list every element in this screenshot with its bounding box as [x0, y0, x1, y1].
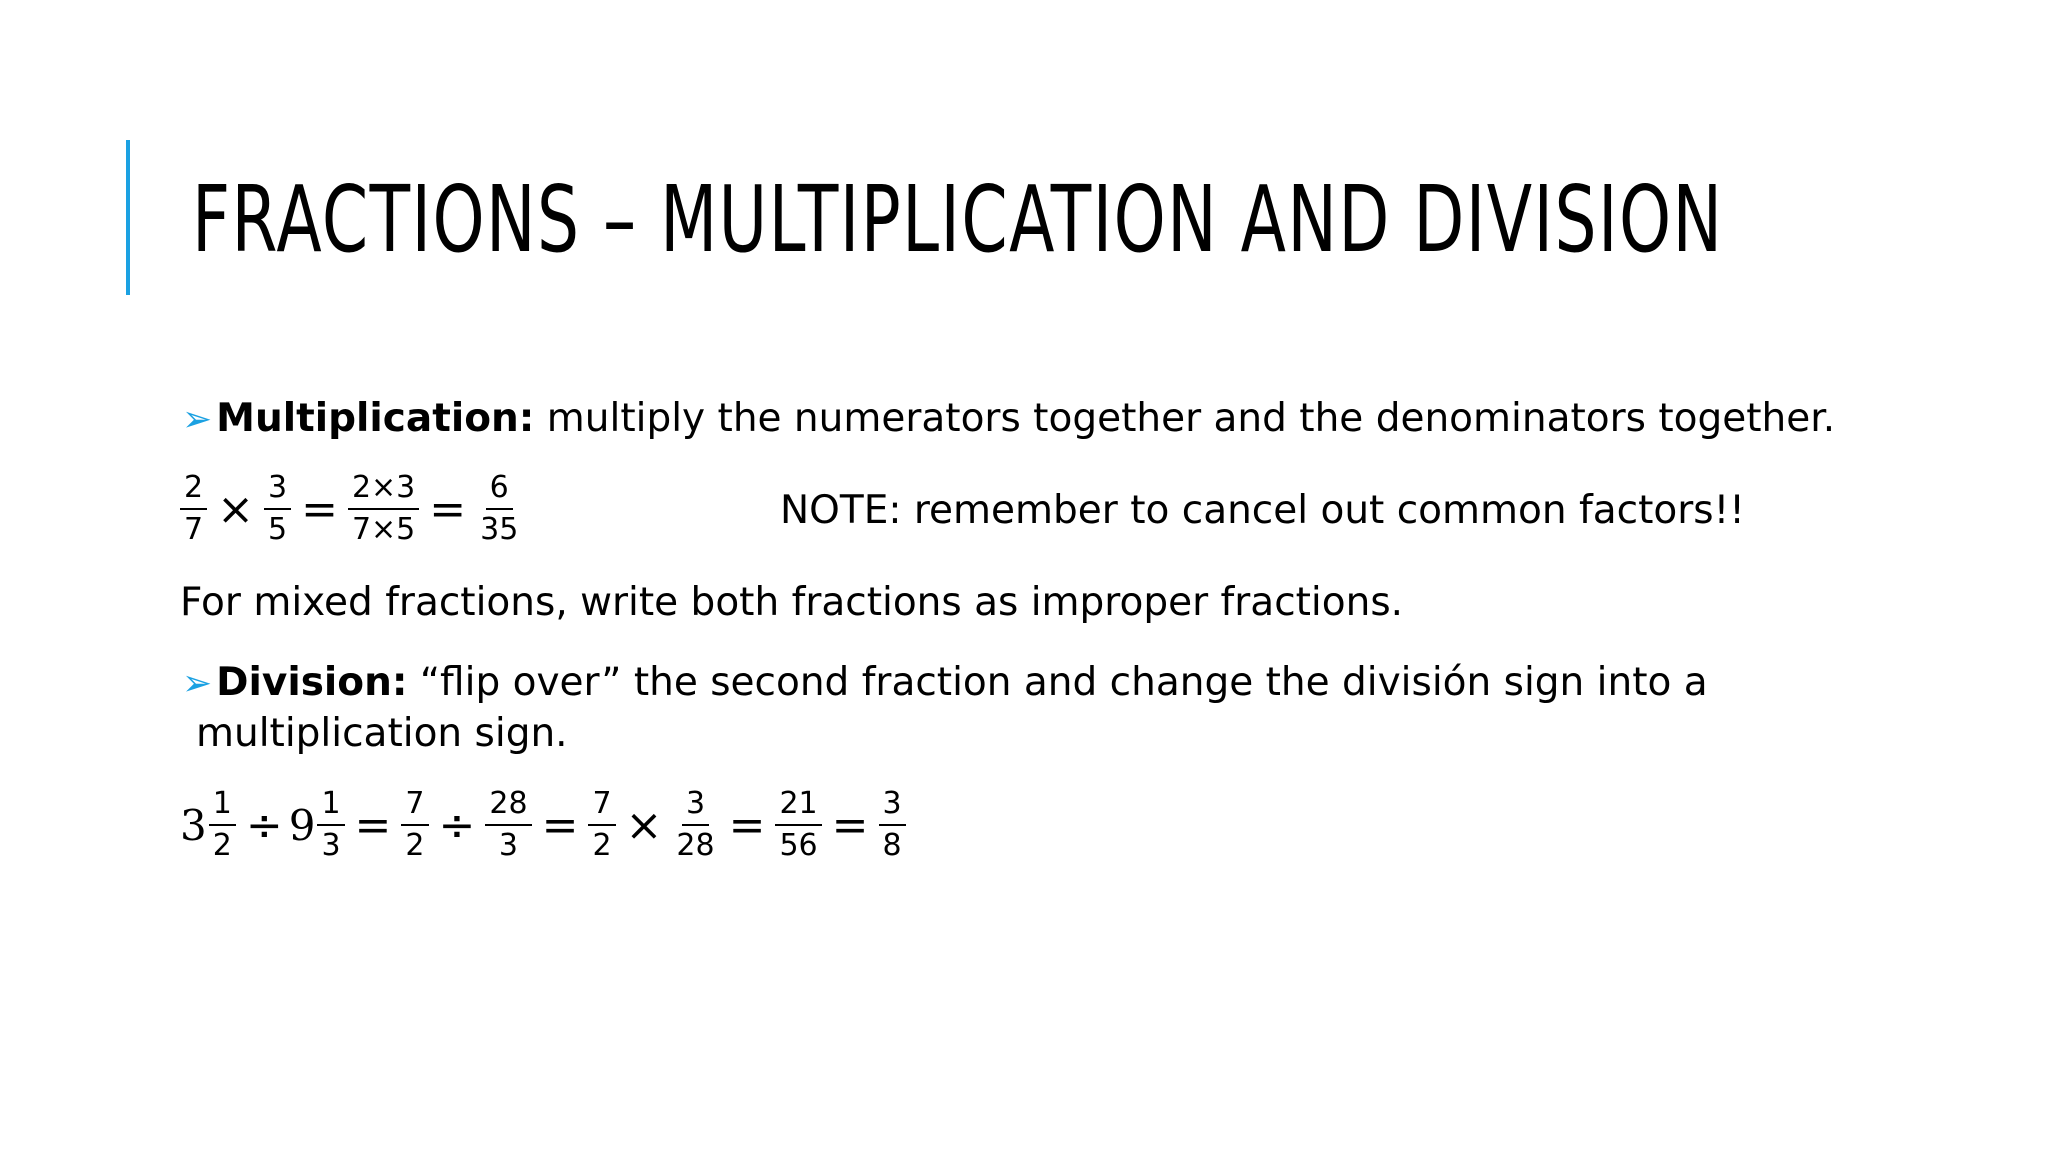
numerator: 7 — [588, 786, 615, 826]
multiplication-label: Multiplication: — [216, 396, 535, 441]
equals-sign: = — [354, 799, 392, 851]
numerator: 3 — [682, 786, 709, 826]
numerator: 3 — [879, 786, 906, 826]
fraction — [775, 786, 821, 864]
whole-number: 9 — [288, 800, 316, 850]
fraction — [588, 786, 615, 864]
numerator: 2 — [180, 470, 207, 510]
fraction — [209, 786, 236, 864]
multiplication-bullet — [182, 394, 1835, 445]
division-sign: ÷ — [438, 799, 476, 851]
division-sign: ÷ — [245, 799, 283, 851]
equals-sign: = — [831, 799, 869, 851]
denominator: 7 — [184, 512, 204, 547]
denominator: 56 — [779, 828, 818, 863]
fraction — [672, 786, 718, 864]
denominator: 2 — [405, 828, 425, 863]
numerator: 1 — [317, 786, 344, 826]
denominator: 2 — [592, 828, 612, 863]
fraction — [401, 786, 428, 864]
fraction — [264, 470, 291, 548]
denominator: 3 — [321, 828, 341, 863]
fraction — [485, 786, 531, 864]
fraction — [317, 786, 344, 864]
equals-sign: = — [301, 483, 338, 535]
fraction — [348, 470, 419, 548]
division-text-line1: “flip over” the second fraction and change the división sign into a — [407, 660, 1708, 705]
numerator: 6 — [486, 470, 513, 510]
note-text: NOTE: remember to cancel out common factors!! — [780, 488, 1745, 533]
equals-sign: = — [728, 799, 766, 851]
title-accent-bar — [126, 140, 130, 295]
times-sign: × — [217, 483, 254, 535]
denominator: 3 — [498, 828, 519, 863]
mixed-fractions-text: For mixed fractions, write both fractions as improper fractions. — [180, 580, 1404, 625]
numerator: 7 — [401, 786, 428, 826]
denominator: 7×5 — [351, 512, 416, 547]
division-bullet — [182, 658, 1708, 709]
equals-sign: = — [429, 483, 467, 535]
fraction — [180, 470, 207, 548]
fraction — [879, 786, 906, 864]
arrow-bullet-icon: ➢ — [182, 399, 213, 440]
denominator: 35 — [480, 512, 519, 547]
multiplication-example — [176, 470, 526, 548]
denominator: 5 — [267, 512, 288, 547]
numerator: 1 — [209, 786, 236, 826]
division-text-line2: multiplication sign. — [196, 711, 568, 756]
equals-sign: = — [541, 799, 579, 851]
numerator: 21 — [775, 786, 821, 826]
denominator: 28 — [676, 828, 715, 863]
times-sign: × — [625, 799, 663, 851]
division-example — [180, 786, 910, 864]
slide-title: FRACTIONS – MULTIPLICATION AND DIVISION — [192, 166, 1724, 273]
denominator: 2 — [212, 828, 232, 863]
arrow-bullet-icon: ➢ — [182, 663, 213, 704]
numerator: 3 — [264, 470, 291, 510]
multiplication-text: multiply the numerators together and the denominators together. — [534, 396, 1836, 441]
whole-number: 3 — [180, 800, 207, 850]
fraction — [476, 470, 522, 548]
numerator: 28 — [485, 786, 531, 826]
denominator: 8 — [882, 828, 902, 863]
numerator: 2×3 — [348, 470, 419, 510]
division-label: Division: — [216, 660, 408, 705]
